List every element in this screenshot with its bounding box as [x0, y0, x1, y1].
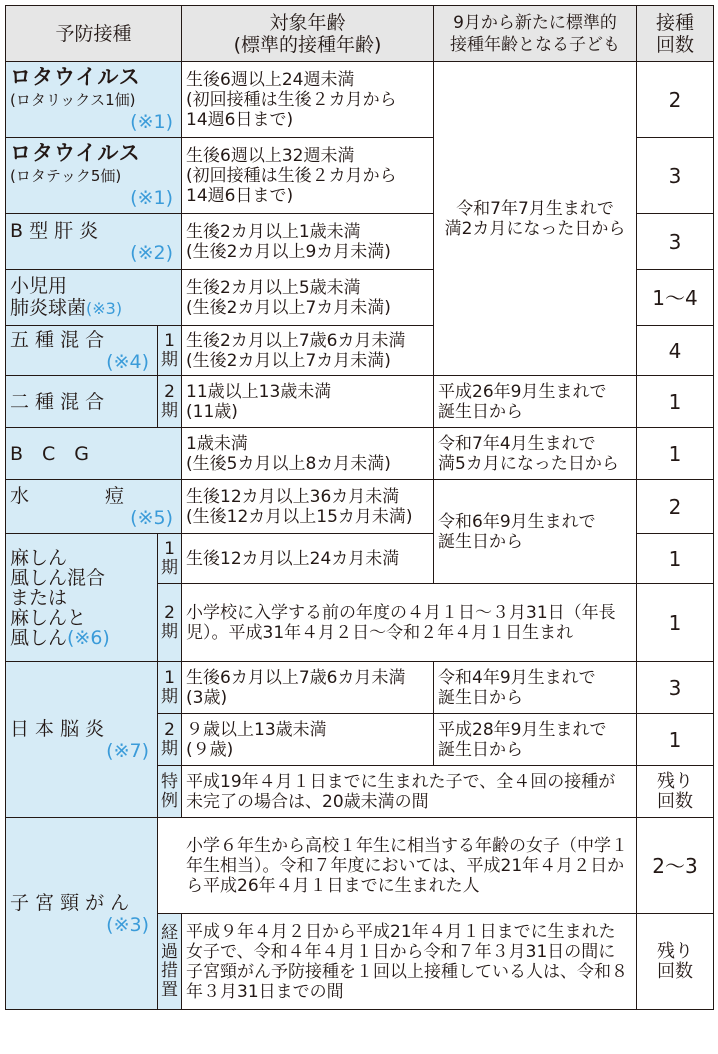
row-rota1 — [6, 62, 714, 138]
mr-p2-age: 小学校に入学する前の年度の４月１日～３月31日（年長児）。平成31年４月２日～令和２年４月１日生まれ — [182, 584, 637, 662]
rota1-doses: 2 — [637, 62, 714, 138]
vaccine-mr — [6, 534, 158, 662]
row-two — [6, 376, 714, 428]
je-p1-age: 生後6カ月以上7歳6カ月未満 (3歳) — [182, 662, 434, 714]
vari-age: 生後12カ月以上36カ月未満 (生後12カ月以上15カ月未満) — [182, 480, 434, 534]
hpv-tr-text: 平成９年４月２日から平成21年４月１日までに生まれた女子で、令和４年４月１日から令和７年３月31日の間に子宮頸がん予防接種を１回以上接種している人は、令和８年３月31日までの間 — [182, 914, 637, 1010]
rota5-name: ロタウイルス — [10, 141, 141, 165]
je-p1-doses: 3 — [637, 662, 714, 714]
hpv-text: 小学６年生から高校１年生に相当する年齢の女子（中学１年生相当）。令和７年度においては、平成21年４月２日から平成26年４月１日までに生まれた人 — [158, 818, 637, 914]
je-sp-text: 平成19年４月１日までに生まれた子で、全４回の接種が未完了の場合は、20歳未満の間 — [182, 766, 637, 818]
five-name: 五 種 混 合 — [10, 328, 105, 351]
vari-name: 水 痘 — [10, 484, 125, 507]
hepb-note: (※2) — [130, 241, 174, 264]
vaccine-rota5 — [6, 138, 182, 214]
rota5-age: 生後6週以上32週未満 (初回接種は生後２カ月から 14週6日まで) — [182, 138, 434, 214]
row-bcg — [6, 428, 714, 480]
vaccine-five — [6, 326, 158, 376]
header-new-children: 9月から新たに標準的 接種年齢となる子ども — [434, 6, 637, 62]
table-header-row — [6, 6, 714, 62]
row-vari — [6, 480, 714, 534]
mr-p1-period: 1 期 — [158, 534, 182, 584]
je-note: (※7) — [106, 739, 149, 762]
vaccine-hpv — [6, 818, 158, 1010]
vaccine-hepb — [6, 214, 182, 270]
je-p2-period: 2 期 — [158, 714, 182, 766]
mr-note: (※6) — [67, 626, 110, 649]
pneumo-doses: 1～4 — [637, 270, 714, 326]
pneumo-note: (※3) — [86, 299, 123, 318]
mr-name: 麻しん 風しん混合 または 麻しんと 風しん — [10, 546, 106, 649]
vaccine-rota1 — [6, 62, 182, 138]
je-p2-new: 平成28年9月生まれで 誕生日から — [434, 714, 637, 766]
hpv-tr-doses: 残り 回数 — [637, 914, 714, 1010]
vari-note: (※5) — [130, 506, 174, 529]
mr-p1-doses: 1 — [637, 534, 714, 584]
vaccine-je — [6, 662, 158, 818]
vaccine-pneumo — [6, 270, 182, 326]
vaccine-bcg — [6, 428, 182, 480]
rota1-name: ロタウイルス — [10, 65, 141, 89]
vaccination-schedule-table — [5, 5, 714, 1010]
rota1-note: (※1) — [130, 111, 174, 133]
two-new: 平成26年9月生まれで 誕生日から — [434, 376, 637, 428]
row-hpv — [6, 818, 714, 914]
rota1-sub: (ロタリックス1価) — [10, 91, 136, 109]
rota1-age: 生後6週以上24週未満 (初回接種は生後２カ月から 14週6日まで) — [182, 62, 434, 138]
hepb-doses: 3 — [637, 214, 714, 270]
five-period: 1 期 — [158, 326, 182, 376]
five-age: 生後2カ月以上7歳6カ月未満 (生後2カ月以上7カ月未満) — [182, 326, 434, 376]
je-p2-age: ９歳以上13歳未満 (９歳) — [182, 714, 434, 766]
vaccine-vari — [6, 480, 182, 534]
hpv-doses: 2～3 — [637, 818, 714, 914]
mr-p2-period: 2 期 — [158, 584, 182, 662]
je-sp-period: 特 例 — [158, 766, 182, 818]
two-age: 11歳以上13歳未満 (11歳) — [182, 376, 434, 428]
header-vaccine: 予防接種 — [6, 6, 182, 62]
row-je-1 — [6, 662, 714, 714]
je-name: 日 本 脳 炎 — [10, 717, 105, 740]
hepb-name: B 型 肝 炎 — [10, 219, 99, 242]
je-p1-period: 1 期 — [158, 662, 182, 714]
rota5-sub: (ロタテック5価) — [10, 167, 122, 185]
bcg-doses: 1 — [637, 428, 714, 480]
bcg-new: 令和7年4月生まれで 満5カ月になった日から — [434, 428, 637, 480]
je-p1-new: 令和4年9月生まれで 誕生日から — [434, 662, 637, 714]
hpv-tr-period: 経 過 措 置 — [158, 914, 182, 1010]
rota5-note: (※1) — [130, 187, 174, 209]
group1-new: 令和7年7月生まれで 満2カ月になった日から — [434, 62, 637, 376]
bcg-age: 1歳未満 (生後5カ月以上8カ月未満) — [182, 428, 434, 480]
two-period: 2 期 — [158, 376, 182, 428]
bcg-name: B C G — [10, 442, 90, 465]
vaccine-two — [6, 376, 158, 428]
je-p2-doses: 1 — [637, 714, 714, 766]
hepb-age: 生後2カ月以上1歳未満 (生後2カ月以上9カ月未満) — [182, 214, 434, 270]
mr-p1-age: 生後12カ月以上24カ月未満 — [182, 534, 434, 584]
rota5-doses: 3 — [637, 138, 714, 214]
two-name: 二 種 混 合 — [10, 390, 105, 413]
mr-p2-doses: 1 — [637, 584, 714, 662]
vari-doses: 2 — [637, 480, 714, 534]
pneumo-name: 小児用 肺炎球菌 — [10, 275, 87, 319]
hpv-note: (※3) — [106, 913, 149, 936]
two-doses: 1 — [637, 376, 714, 428]
header-doses: 接種 回数 — [637, 6, 714, 62]
je-sp-doses: 残り 回数 — [637, 766, 714, 818]
hpv-name: 子 宮 頸 が ん — [10, 891, 130, 914]
header-age: 対象年齢 (標準的接種年齢) — [182, 6, 434, 62]
five-doses: 4 — [637, 326, 714, 376]
five-note: (※4) — [106, 350, 149, 373]
pneumo-age: 生後2カ月以上5歳未満 (生後2カ月以上7カ月未満) — [182, 270, 434, 326]
group2-new: 令和6年9月生まれで 誕生日から — [434, 480, 637, 584]
